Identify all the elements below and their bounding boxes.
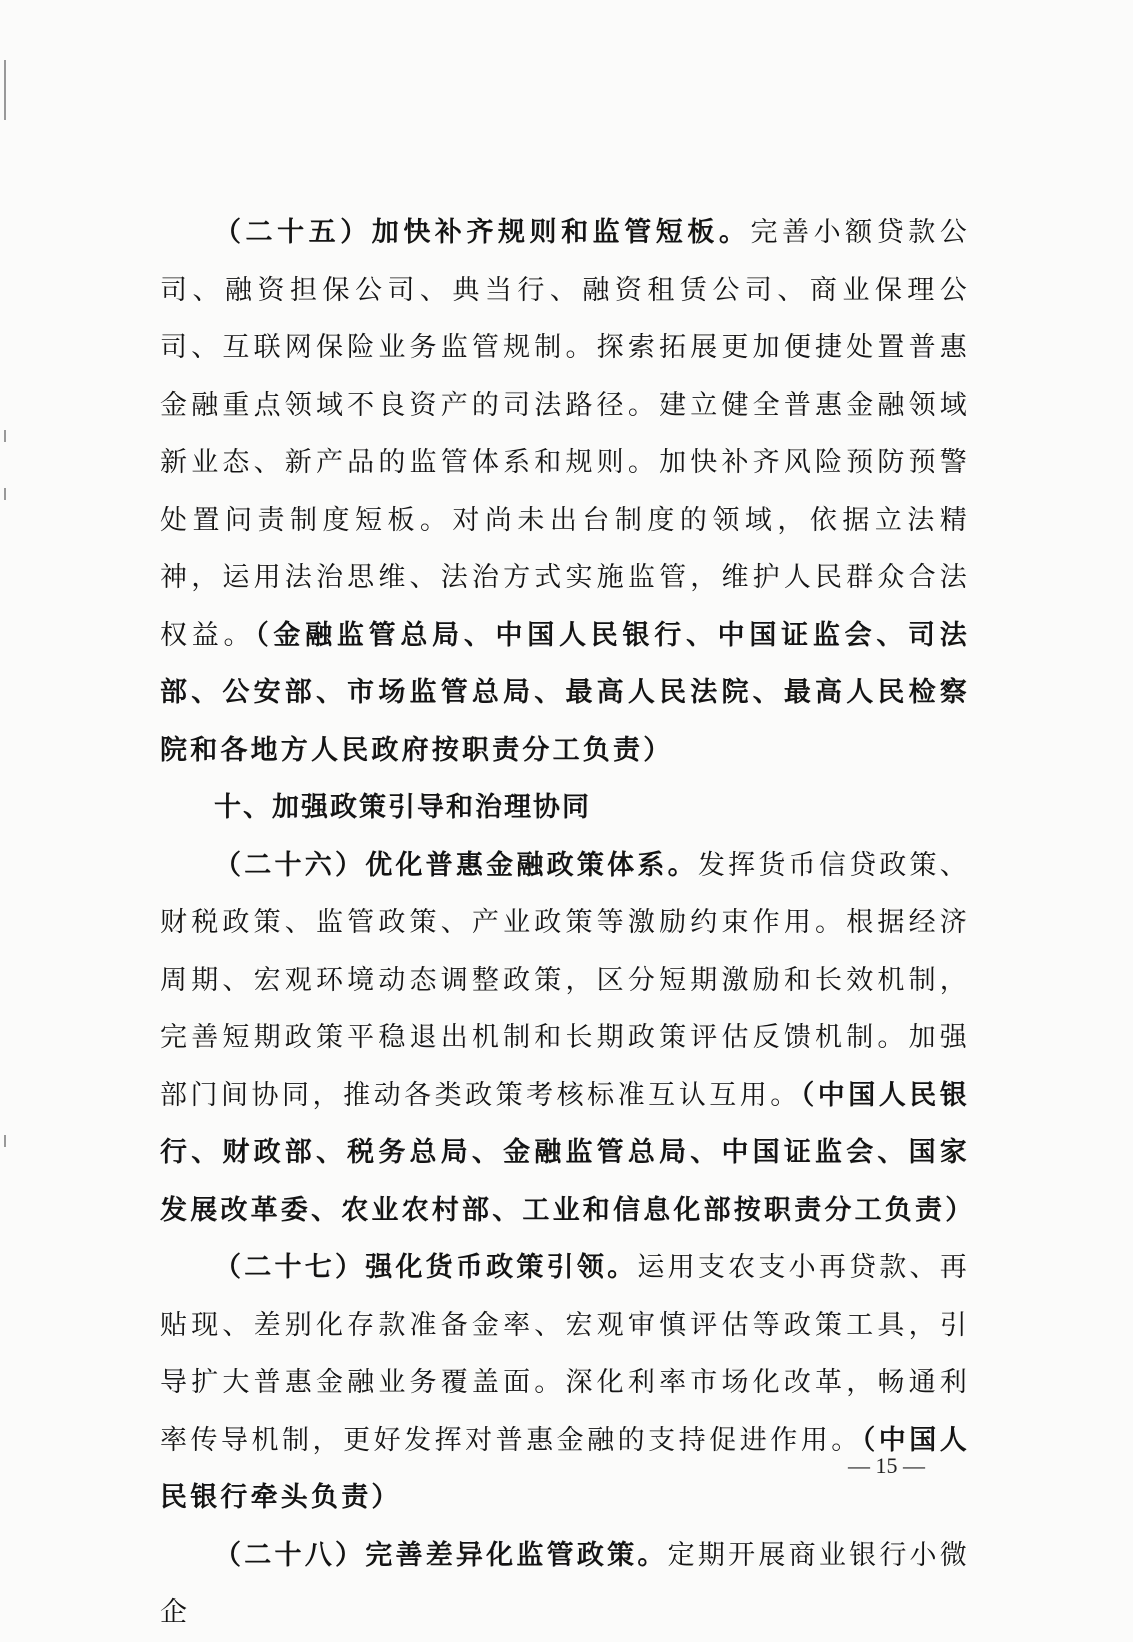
paragraph-26-body: 发挥货币信贷政策、财税政策、监管政策、产业政策等激励约束作用。根据经济周期、宏观环境动态调整政策，区分短期激励和长效机制，完善短期政策平稳退出机制和长期政策评估反馈机制。加强部门间协同，推动各类政策考核标准互认互用。 bbox=[160, 849, 970, 1111]
paragraph-26-responsible: （中国人民银行、财政部、税务总局、金融监管总局、中国证监会、国家发展改革委、农业农村部、工业和信息化部按职责分工负责） bbox=[160, 1079, 976, 1226]
paragraph-27-responsible: （中国人民银行牵头负责） bbox=[160, 1424, 970, 1513]
paragraph-26 bbox=[160, 837, 976, 1240]
paragraph-27-heading: （二十七）强化货币政策引领。 bbox=[214, 1252, 638, 1283]
paragraph-28-heading: （二十八）完善差异化监管政策。 bbox=[214, 1539, 668, 1571]
paragraph-27 bbox=[160, 1239, 970, 1527]
paragraph-28-body: 定期开展商业银行小微企 bbox=[160, 1539, 970, 1628]
scan-edge-mark bbox=[4, 60, 6, 120]
paragraph-27-body: 运用支农支小再贷款、再贴现、差别化存款准备金率、宏观审慎评估等政策工具，引导扩大普惠金融业务覆盖面。深化利率市场化改革，畅通利率传导机制，更好发挥对普惠金融的支持促进作用。 bbox=[160, 1252, 970, 1456]
paragraph-25-heading: （二十五）加快补齐规则和监管短板。 bbox=[214, 217, 751, 248]
paragraph-25-body: 完善小额贷款公司、融资担保公司、典当行、融资租赁公司、商业保理公司、互联网保险业务监管规制。探索拓展更加便捷处置普惠金融重点领域不良资产的司法路径。建立健全普惠金融领域新业态、新产品的监管体系和规则。加快补齐风险预防预警处置问责制度短板。对尚未出台制度的领域，依据立法精神，运用法治思维、法治方式实施监管，维护人民群众合法权益。 bbox=[160, 217, 970, 651]
scan-edge-mark bbox=[4, 430, 6, 442]
paragraph-26-heading: （二十六）优化普惠金融政策体系。 bbox=[214, 849, 698, 881]
paragraph-25-responsible: （金融监管总局、中国人民银行、中国证监会、司法部、公安部、市场监管总局、最高人民法院、最高人民检察院和各地方人民政府按职责分工负责） bbox=[160, 619, 970, 766]
paragraph-28 bbox=[160, 1527, 970, 1642]
page-number: — 15 — bbox=[848, 1453, 925, 1478]
scan-edge-mark bbox=[4, 1135, 6, 1147]
document-body bbox=[160, 204, 976, 1642]
paragraph-25 bbox=[160, 204, 970, 779]
scan-edge-mark bbox=[4, 488, 6, 500]
section-title: 十、加强政策引导和治理协同 bbox=[214, 792, 591, 823]
